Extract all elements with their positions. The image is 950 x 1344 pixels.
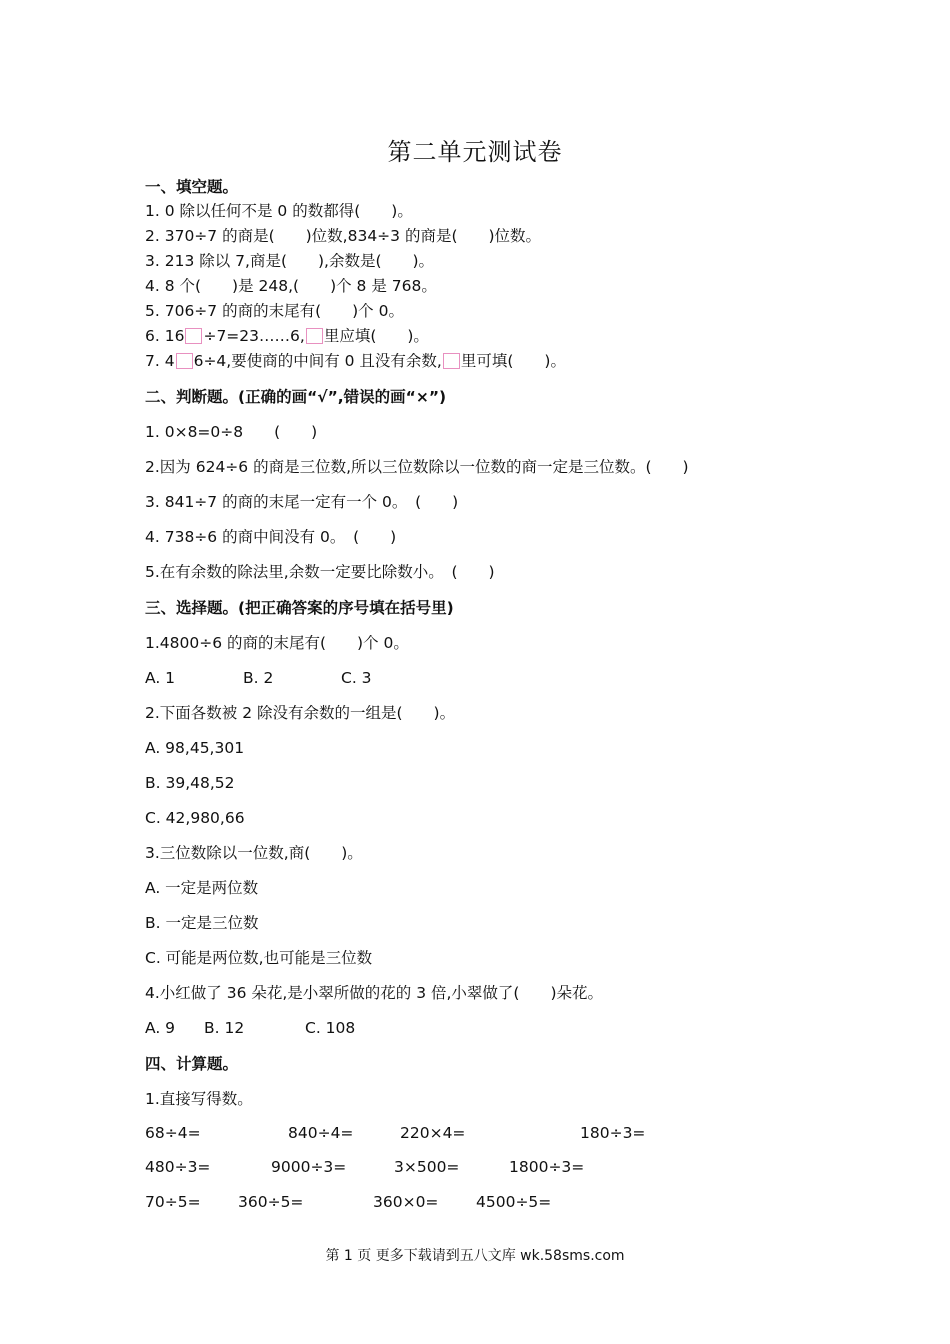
- calc-item: 360÷5=: [238, 1193, 304, 1211]
- option-c: C. 42,980,66: [145, 809, 245, 827]
- s1-q6-part-b: ÷7=23……6,: [203, 327, 305, 345]
- blank-box: [185, 328, 202, 344]
- s2-question-3: 3. 841÷7 的商的末尾一定有一个 0。 ( ): [145, 493, 459, 511]
- page-title: 第二单元测试卷: [387, 138, 563, 166]
- s1-q7-part-a: 7. 4: [145, 352, 175, 370]
- calc-item: 1800÷3=: [509, 1158, 585, 1176]
- option-a: A. 1: [145, 669, 176, 687]
- calc-item: 840÷4=: [288, 1124, 354, 1142]
- option-a: A. 一定是两位数: [145, 879, 259, 897]
- s1-question-7: [145, 351, 566, 371]
- section-3-heading: 三、选择题。(把正确答案的序号填在括号里): [145, 599, 454, 617]
- s1-q7-part-b: 6÷4,要使商的中间有 0 且没有余数,: [193, 352, 442, 370]
- calc-item: 360×0=: [373, 1193, 439, 1211]
- calc-item: 4500÷5=: [476, 1193, 552, 1211]
- calc-item: 70÷5=: [145, 1193, 201, 1211]
- s1-question-1: 1. 0 除以任何不是 0 的数都得( )。: [145, 202, 413, 220]
- s1-question-4: 4. 8 个( )是 248,( )个 8 是 768。: [145, 277, 437, 295]
- s1-q6-part-c: 里应填( )。: [323, 327, 429, 345]
- page-footer: 第 1 页 更多下载请到五八文库 wk.58sms.com: [325, 1248, 625, 1264]
- blank-box: [176, 353, 193, 369]
- blank-box: [443, 353, 460, 369]
- s2-question-2: 2.因为 624÷6 的商是三位数,所以三位数除以一位数的商一定是三位数。( ): [145, 458, 689, 476]
- s2-question-5: 5.在有余数的除法里,余数一定要比除数小。 ( ): [145, 563, 495, 581]
- s3-q1-options: [145, 668, 372, 688]
- s3-question-4: 4.小红做了 36 朵花,是小翠所做的花的 3 倍,小翠做了( )朵花。: [145, 984, 604, 1002]
- s2-question-4: 4. 738÷6 的商中间没有 0。 ( ): [145, 528, 397, 546]
- calc-item: 480÷3=: [145, 1158, 211, 1176]
- calc-item: 220×4=: [400, 1124, 466, 1142]
- section-1-heading: 一、填空题。: [145, 178, 239, 196]
- calc-item: 9000÷3=: [271, 1158, 347, 1176]
- option-b: B. 39,48,52: [145, 774, 235, 792]
- calc-item: 68÷4=: [145, 1124, 201, 1142]
- option-a: A. 98,45,301: [145, 739, 245, 757]
- section-4-heading: 四、计算题。: [145, 1055, 239, 1073]
- option-c: C. 108: [305, 1019, 356, 1037]
- calc-row: [0, 1124, 950, 1144]
- s3-q4-options: [145, 1018, 355, 1038]
- calc-row: [0, 1158, 950, 1178]
- s3-question-3: 3.三位数除以一位数,商( )。: [145, 844, 363, 862]
- s1-q7-part-c: 里可填( )。: [460, 352, 566, 370]
- s1-question-6: [145, 326, 429, 346]
- option-b: B. 12: [204, 1019, 245, 1037]
- calc-item: 180÷3=: [580, 1124, 646, 1142]
- option-c: C. 可能是两位数,也可能是三位数: [145, 949, 373, 967]
- s4-question-1: 1.直接写得数。: [145, 1090, 253, 1108]
- calc-item: 3×500=: [394, 1158, 460, 1176]
- s1-question-3: 3. 213 除以 7,商是( ),余数是( )。: [145, 252, 435, 270]
- option-b: B. 一定是三位数: [145, 914, 259, 932]
- s1-question-5: 5. 706÷7 的商的末尾有( )个 0。: [145, 302, 404, 320]
- s2-question-1: 1. 0×8=0÷8 ( ): [145, 423, 318, 441]
- blank-box: [306, 328, 323, 344]
- s3-question-2: 2.下面各数被 2 除没有余数的一组是( )。: [145, 704, 456, 722]
- s1-question-2: 2. 370÷7 的商是( )位数,834÷3 的商是( )位数。: [145, 227, 542, 245]
- s1-q6-part-a: 6. 16: [145, 327, 185, 345]
- section-2-heading: 二、判断题。(正确的画“√”,错误的画“×”): [145, 388, 447, 406]
- option-c: C. 3: [341, 669, 372, 687]
- s3-question-1: 1.4800÷6 的商的末尾有( )个 0。: [145, 634, 409, 652]
- calc-row: [0, 1193, 950, 1213]
- option-a: A. 9: [145, 1019, 176, 1037]
- option-b: B. 2: [243, 669, 274, 687]
